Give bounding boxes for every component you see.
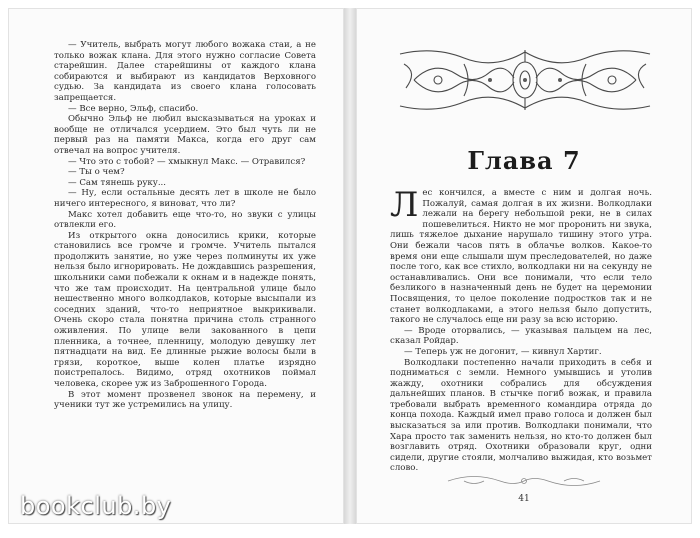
page-number: 41	[518, 494, 530, 504]
paragraph: Волкодлаки постепенно начали приходить в себя и подниматься с земли. Немного умывшись и утолив жажду, охотники собрались для обсуждения дальнейших планов. В стычке погиб вожак, и правила требовали выбрать временного командира отряда до конца похода. Каждый имел право голоса и должен был высказаться за или против. Волкодлаки понимали, что Хара просто так заменить нельзя, но кто-то должен был возглавить отряд. Охотники образовали круг, одни сидели, другие стояли, молчаливо выжидая, кто возьмет слово.	[390, 357, 652, 474]
right-page	[356, 8, 692, 524]
paragraph: Макс хотел добавить еще что-то, но звуки с улицы отвлекли его.	[54, 209, 316, 231]
book-spread	[8, 8, 692, 524]
right-page-text	[390, 185, 652, 474]
paragraph: — Теперь уж не догонит, — кивнул Хартиг.	[404, 346, 602, 357]
paragraph: — Все верно, Эльф, спасибо.	[68, 103, 199, 114]
paragraph: Из открытого окна доносились крики, которые становились все громче и громче. Учитель пытался продолжить занятие, но уже через полминуты их уже нельзя было игнорировать. Не дождавшись разрешения, школьники сами побежали к окнам и в надежде понять, что же там происходит. На центральной улице было нешественно много волкодлаков, которые высыпали из соседних зданий, что-то неприятное выкрикивали. Очень скоро стала понятна причина столь странного оживления. По улице вели закованного в цепи пленника, а точнее, пленницу, молодую девушку лет пятнадцати на вид. Ее длинные рыжие волосы были в грязи, короткое, выше колен платье изрядно поистрепалось. Видимо, отряд охотников поймал человека, скорее уж из Заброшенного Города.	[54, 230, 316, 389]
book-gutter	[344, 8, 356, 524]
paragraph: Обычно Эльф не любил высказываться на уроках и вообще не отличался усердием. Это был чуть ли не первый раз на памяти Макса, когда его друг сам отвечал на вопрос учителя.	[54, 114, 316, 156]
footer-ornament-icon	[444, 472, 604, 490]
paragraph-text: ес кончился, а вместе с ним и долгая ночь. Пожалуй, самая долгая в их жизни. Волкодлаки лежали на берегу небольшой реки, не в силах пошевелиться. Никто не мог проронить ни звука, лишь тяжелое дыхание нарушало тишину этого утра. Они бежали часов пять в облачье волков. Какое-то время они еще слышали шум преследователей, но даже после того, как все стихло, волкодлаки ни на секунду не останавливались. Они все понимали, что если тело безликого в назначенный день не будет на церемонии Посвящения, то целое поколение подростков так и не станет волкодлаками, а этого нельзя было допустить, такого не случалось еще ни разу за всю историю.	[390, 188, 652, 326]
chapter-title: Глава 7	[467, 146, 581, 175]
chapter-ornament-icon	[394, 44, 656, 116]
left-page	[8, 8, 344, 524]
paragraph: — Учитель, выбрать могут любого вожака стаи, а не только вожак клана. Для этого нужно согласие Совета старейшин. Далее старейшины от каждого клана собираются и выбирают из кандидатов Верховного судью. За кандидата из своего клана голосовать запрещается.	[54, 40, 316, 103]
site-watermark: bookclub.by	[20, 492, 172, 520]
drop-cap: Л	[390, 185, 419, 225]
left-page-text	[54, 40, 316, 411]
paragraph: — Ну, если остальные десять лет в школе не было ничего интересного, я виноват, что ли?	[54, 188, 316, 209]
paragraph	[390, 185, 652, 326]
paragraph: В этот момент прозвенел звонок на перемену, и ученики тут же устремились на улицу.	[54, 389, 316, 411]
paragraph: — Вроде оторвались, — указывая пальцем на лес, сказал Ройдар.	[390, 325, 652, 347]
paragraph: — Ты о чем?	[68, 167, 125, 178]
paragraph: — Что это с тобой? — хмыкнул Макс. — Отравился?	[68, 156, 306, 167]
paragraph: — Сам тянешь руку...	[68, 177, 167, 188]
